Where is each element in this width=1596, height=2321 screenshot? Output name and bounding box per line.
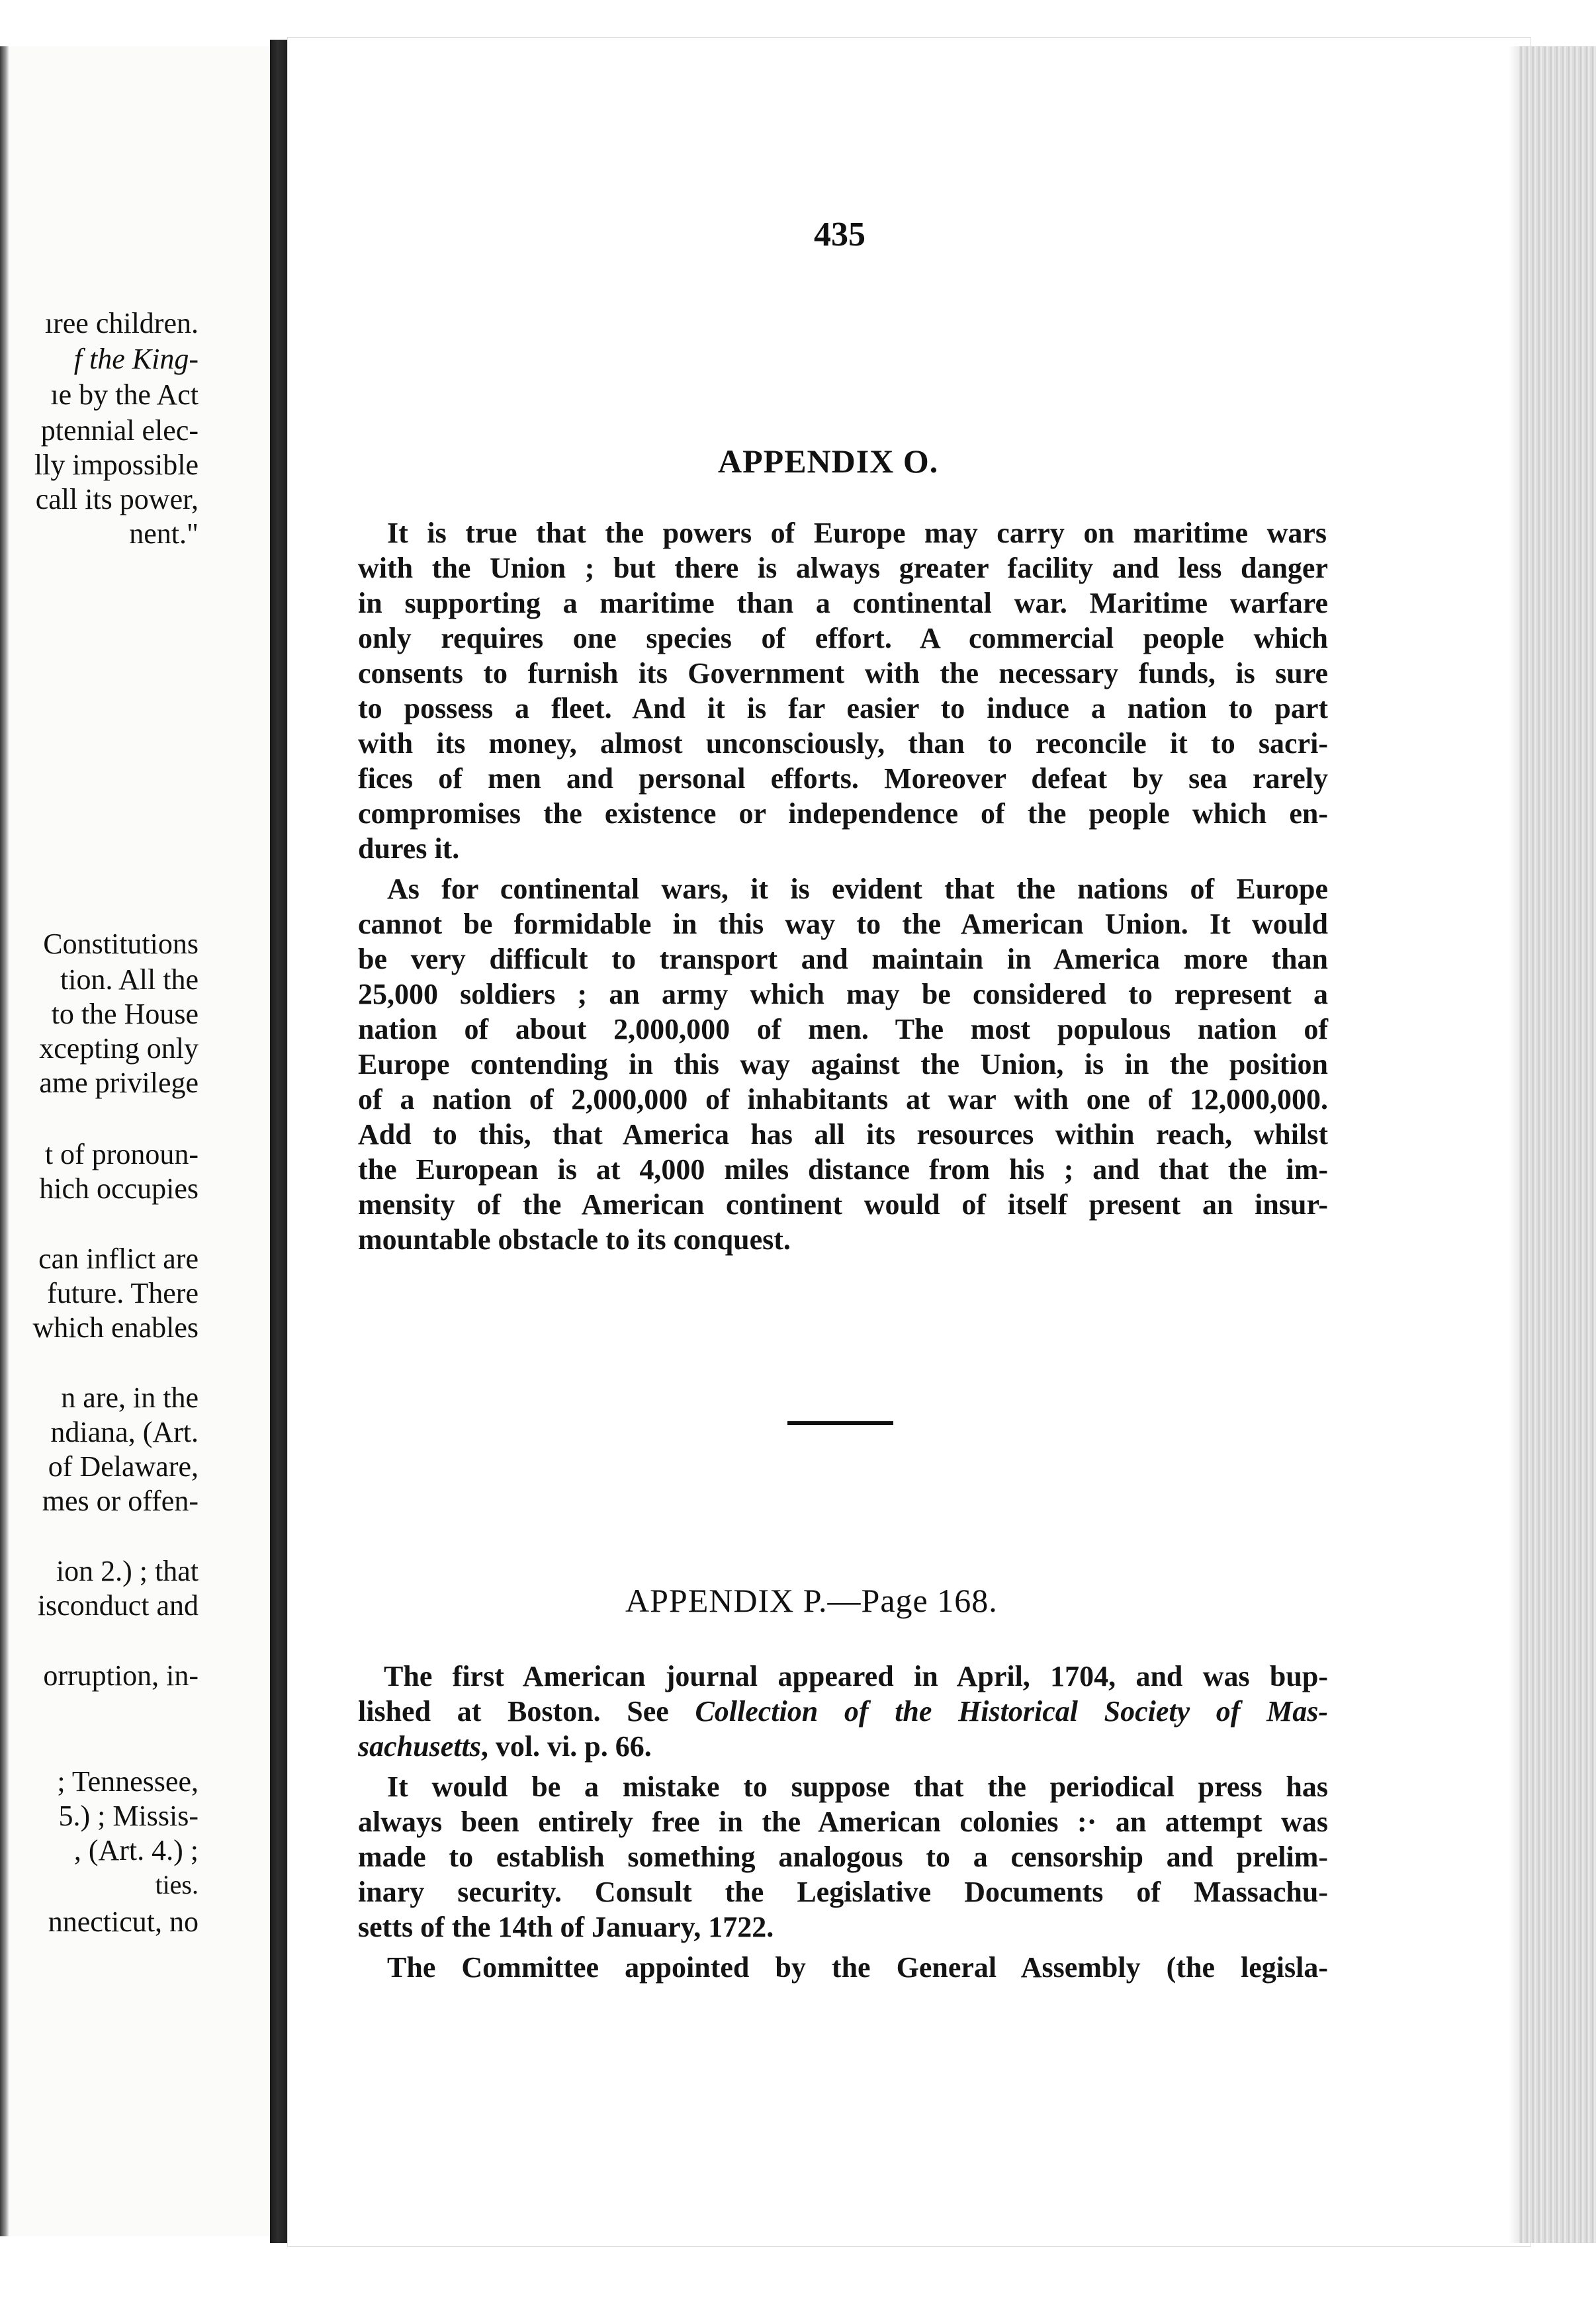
appendix-p-heading: APPENDIX P.—Page 168. — [625, 1582, 998, 1619]
left-line: Constitutions — [43, 928, 199, 960]
right-page-edges — [1519, 46, 1596, 2243]
paragraph-line: nation of about 2,000,000 of men. The most populous nation of — [358, 1013, 1328, 1045]
paragraph-line: As for continental wars, it is evident that the nations of Europe — [387, 873, 1328, 905]
page-number: 435 — [814, 216, 865, 253]
section-divider — [787, 1421, 893, 1425]
paragraph-line: with its money, almost unconsciously, than to reconcile it to sacri- — [358, 727, 1328, 760]
paragraph-line: the European is at 4,000 miles distance from his ; and that the im- — [358, 1153, 1328, 1186]
left-line: can inflict are — [38, 1243, 199, 1275]
left-line: hich occupies — [39, 1172, 199, 1205]
left-line: call its power, — [35, 483, 199, 515]
left-line: 5.) ; Missis- — [58, 1800, 199, 1832]
paragraph-line: always been entirely free in the American colonies :· an attempt was — [358, 1806, 1328, 1838]
paragraph-line: of a nation of 2,000,000 of inhabitants at war with one of 12,000,000. — [358, 1083, 1328, 1116]
paragraph-line: cannot be formidable in this way to the American Union. It would — [358, 908, 1328, 940]
paragraph-line: compromises the existence or independence of the people which en- — [358, 797, 1328, 830]
left-line: future. There — [47, 1277, 199, 1309]
paragraph-line: with the Union ; but there is always greater facility and less danger — [358, 552, 1328, 584]
left-line: t of pronoun- — [44, 1138, 199, 1170]
paragraph-line: lished at Boston. See Collection of the Historical Society of Mas- — [358, 1695, 1328, 1728]
paragraph-line: The Committee appointed by the General Assembly (the legisla- — [387, 1951, 1328, 1984]
paragraph-line: inary security. Consult the Legislative Documents of Massachu- — [358, 1876, 1328, 1908]
left-line: ion 2.) ; that — [56, 1555, 199, 1587]
left-line: ndiana, (Art. — [50, 1416, 199, 1448]
left-line: n are, in the — [61, 1381, 199, 1414]
paragraph-line: Add to this, that America has all its resources within reach, whilst — [358, 1118, 1328, 1151]
paragraph-line: to possess a fleet. And it is far easier to induce a nation to part — [358, 692, 1328, 724]
left-line: ; Tennessee, — [57, 1765, 199, 1798]
paragraph-line: The first American journal appeared in April, 1704, and was bup- — [384, 1660, 1328, 1692]
left-line: which enables — [32, 1311, 199, 1344]
paragraph-line: in supporting a maritime than a continental war. Maritime warfare — [358, 587, 1328, 619]
italic-citation: Collection of the Historical Society of Mas- — [695, 1695, 1328, 1728]
paragraph-line: only requires one species of effort. A commercial people which — [358, 622, 1328, 654]
left-line: f the King- — [73, 343, 199, 375]
paragraph-line: sachusetts, vol. vi. p. 66. — [358, 1730, 652, 1763]
left-line: ame privilege — [39, 1067, 199, 1099]
left-line: xcepting only — [39, 1032, 199, 1065]
paragraph-line: 25,000 soldiers ; an army which may be considered to represent a — [358, 978, 1328, 1010]
left-page — [0, 46, 271, 2236]
paragraph-line: made to establish something analogous to a censorship and prelim- — [358, 1841, 1328, 1873]
paragraph-line: mountable obstacle to its conquest. — [358, 1223, 791, 1256]
left-line: ties. — [155, 1870, 199, 1900]
left-page-edge — [0, 46, 9, 2236]
paragraph-line: be very difficult to transport and maintain in America more than — [358, 943, 1328, 975]
paragraph-line: Europe contending in this way against the Union, is in the position — [358, 1048, 1328, 1080]
left-line: , (Art. 4.) ; — [73, 1834, 199, 1866]
left-line: to the House — [51, 998, 199, 1030]
left-line: of Delaware, — [48, 1450, 199, 1483]
italic-citation: sachusetts — [358, 1730, 481, 1763]
left-line: tion. All the — [60, 963, 199, 996]
left-line: ıree children. — [44, 307, 199, 339]
book-gutter — [270, 40, 287, 2243]
left-line: orruption, in- — [43, 1659, 199, 1692]
left-line: ptennial elec- — [40, 414, 199, 447]
paragraph-line: It is true that the powers of Europe may carry on maritime wars — [387, 517, 1327, 549]
paragraph-line: fices of men and personal efforts. Moreover defeat by sea rarely — [358, 762, 1328, 795]
left-line: isconduct and — [37, 1589, 199, 1622]
left-line: nent." — [129, 517, 199, 550]
paragraph-line: dures it. — [358, 832, 460, 865]
paragraph-line: mensity of the American continent would of itself present an insur- — [358, 1188, 1328, 1221]
left-line: nnecticut, no — [48, 1905, 199, 1938]
appendix-o-heading: APPENDIX O. — [718, 443, 939, 480]
left-line: ıe by the Act — [50, 378, 199, 411]
left-line: lly impossible — [34, 449, 199, 481]
left-line: mes or offen- — [42, 1485, 199, 1517]
paragraph-line: consents to furnish its Government with the necessary funds, is sure — [358, 657, 1328, 689]
paragraph-line: setts of the 14th of January, 1722. — [358, 1911, 774, 1943]
paragraph-line: It would be a mistake to suppose that the periodical press has — [387, 1771, 1328, 1803]
